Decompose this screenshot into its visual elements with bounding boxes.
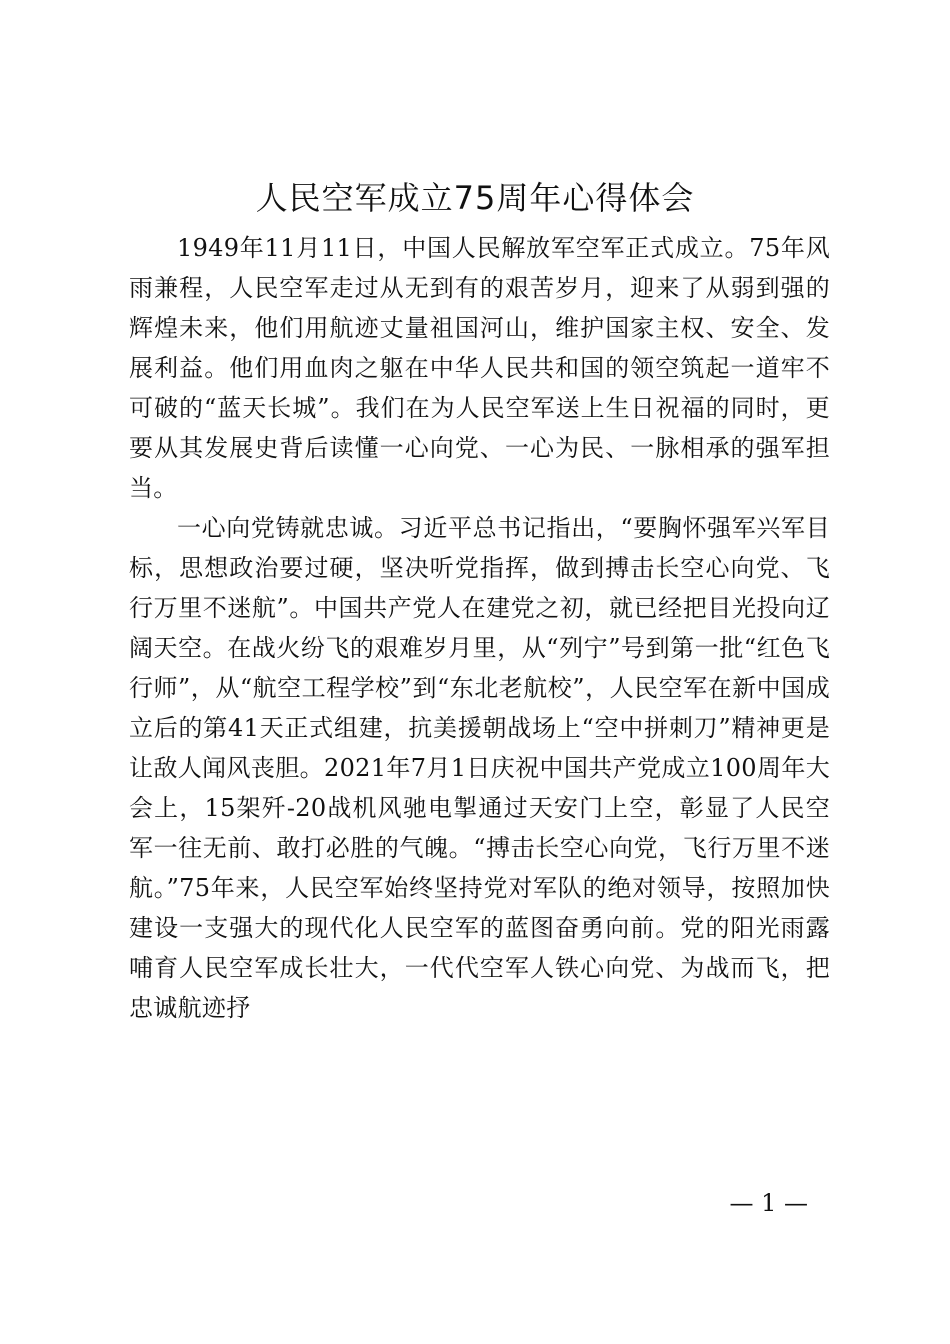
page-number: — 1 — (729, 1189, 808, 1217)
document-body (129, 228, 830, 1028)
paragraph-intro: 1949年11月11日，中国人民解放军空军正式成立。75年风雨兼程，人民空军走过从无到有的艰苦岁月，迎来了从弱到强的辉煌未来，他们用航迹丈量祖国河山，维护国家主权、安全、发展利益。他们用血肉之躯在中华人民共和国的领空筑起一道牢不可破的“蓝天长城”。我们在为人民空军送上生日祝福的同时，更要从其发展史背后读懂一心向党、一心为民、一脉相承的强军担当。 (129, 234, 830, 502)
document-title: 人民空军成立75周年心得体会 (255, 179, 695, 217)
paragraph-loyalty: 一心向党铸就忠诚。习近平总书记指出，“要胸怀强军兴军目标，思想政治要过硬，坚决听党指挥，做到搏击长空心向党、飞行万里不迷航”。中国共产党人在建党之初，就已经把目光投向辽阔天空。在战火纷飞的艰难岁月里，从“列宁”号到第一批“红色飞行师”，从“航空工程学校”到“东北老航校”，人民空军在新中国成立后的第41天正式组建，抗美援朝战场上“空中拼刺刀”精神更是让敌人闻风丧胆。2021年7月1日庆祝中国共产党成立100周年大会上，15架歼-20战机风驰电掣通过天安门上空，彰显了人民空军一往无前、敢打必胜的气魄。“搏击长空心向党，飞行万里不迷航。”75年来，人民空军始终坚持党对军队的绝对领导，按照加快建设一支强大的现代化人民空军的蓝图奋勇向前。党的阳光雨露哺育人民空军成长壮大，一代代空军人铁心向党、为战而飞，把忠诚航迹抒 (129, 514, 830, 1022)
